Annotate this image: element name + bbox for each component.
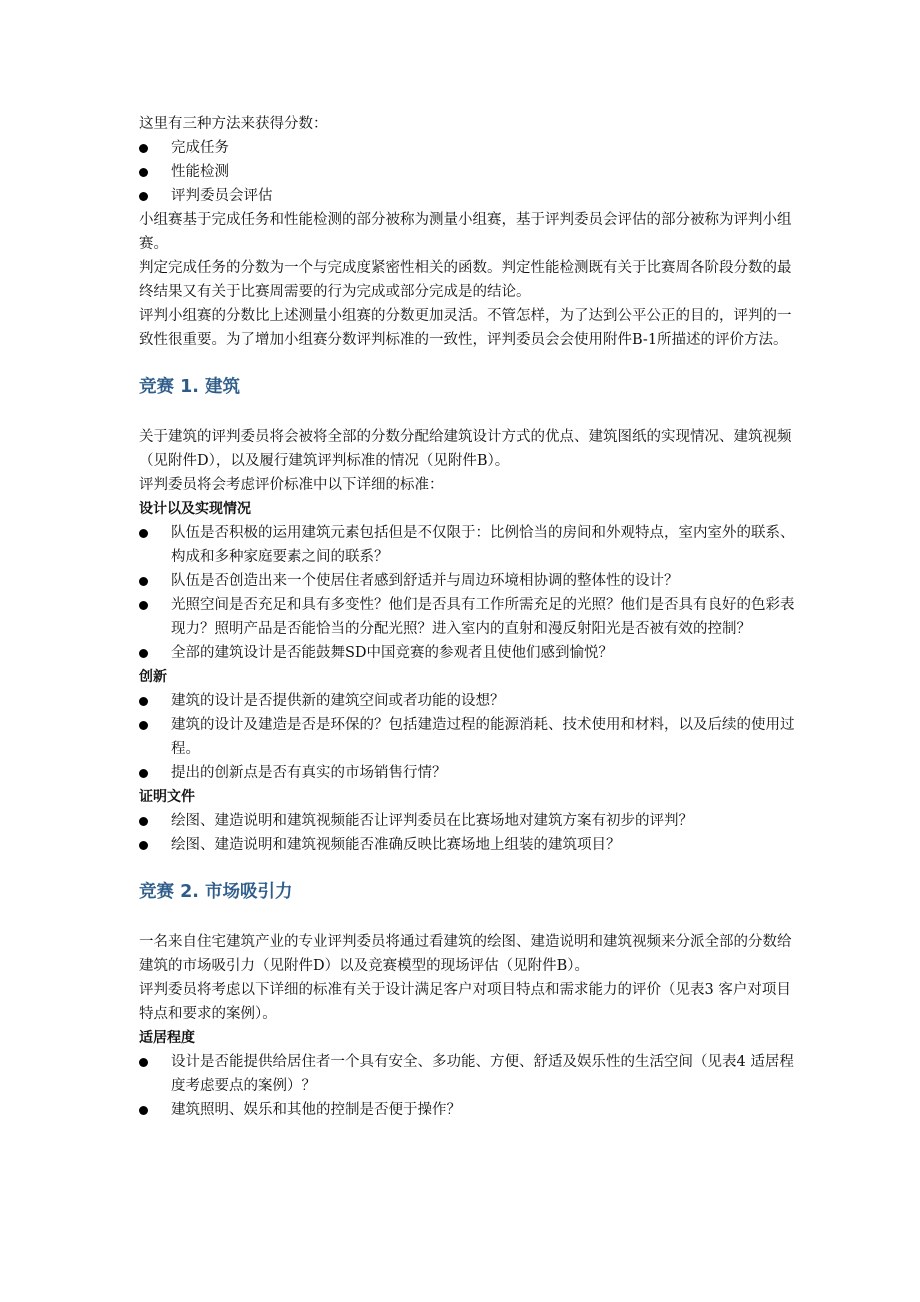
documentation-criteria-list <box>139 809 799 857</box>
bullet-icon <box>139 769 148 778</box>
contest1-heading: 竞赛 1. 建筑 <box>139 377 241 397</box>
contest1-paragraph: 评判委员将会考虑评价标准中以下详细的标准： <box>139 477 444 493</box>
list-item: 完成任务 <box>139 136 799 160</box>
section-heading-livability: 适居程度 <box>139 1030 195 1046</box>
innovation-criteria-list <box>139 689 799 785</box>
list-item: 绘图、建造说明和建筑视频能否准确反映比赛场地上组装的建筑项目？ <box>139 833 799 857</box>
intro-paragraph: 评判小组赛的分数比上述测量小组赛的分数更加灵活。不管怎样，为了达到公平公正的目的，评判的一致性很重要。为了增加小组赛分数评判标准的一致性，评判委员会会使用附件B-1所描述的评价方法。 <box>139 308 792 348</box>
bullet-icon <box>139 1058 148 1067</box>
list-item: 提出的创新点是否有真实的市场销售行情？ <box>139 761 799 785</box>
bullet-icon <box>139 1106 148 1115</box>
intro-paragraph: 小组赛基于完成任务和性能检测的部分被称为测量小组赛，基于评判委员会评估的部分被称为评判小组赛。 <box>139 212 792 252</box>
list-item: 建筑照明、娱乐和其他的控制是否便于操作？ <box>139 1098 799 1122</box>
list-item: 队伍是否积极的运用建筑元素包括但是不仅限于：比例恰当的房间和外观特点，室内室外的联系、构成和多种家庭要素之间的联系？ <box>139 521 799 569</box>
bullet-icon <box>139 817 148 826</box>
intro-lead: 这里有三种方法来获得分数： <box>139 116 328 132</box>
intro-paragraph: 判定完成任务的分数为一个与完成度紧密性相关的函数。判定性能检测既有关于比赛周各阶段分数的最终结果又有关于比赛周需要的行为完成或部分完成是的结论。 <box>139 260 792 300</box>
bullet-icon <box>139 697 148 706</box>
list-item: 设计是否能提供给居住者一个具有安全、多功能、方便、舒适及娱乐性的生活空间（见表4 适居程度考虑要点的案例）？ <box>139 1050 799 1098</box>
list-item: 绘图、建造说明和建筑视频能否让评判委员在比赛场地对建筑方案有初步的评判？ <box>139 809 799 833</box>
list-item: 队伍是否创造出来一个使居住者感到舒适并与周边环境相协调的整体性的设计？ <box>139 569 799 593</box>
section-heading-design: 设计以及实现情况 <box>139 501 251 517</box>
list-item: 光照空间是否充足和具有多变性？他们是否具有工作所需充足的光照？他们是否具有良好的色彩表现力？照明产品是否能恰当的分配光照？进入室内的直射和漫反射阳光是否被有效的控制？ <box>139 593 799 641</box>
design-criteria-list <box>139 521 799 665</box>
bullet-icon <box>139 649 148 658</box>
contest2-heading: 竞赛 2. 市场吸引力 <box>139 882 293 902</box>
document-page <box>139 112 799 1122</box>
list-item: 建筑的设计是否提供新的建筑空间或者功能的设想？ <box>139 689 799 713</box>
section-heading-innovation: 创新 <box>139 669 167 685</box>
bullet-icon <box>139 168 148 177</box>
contest1-paragraph: 关于建筑的评判委员将会被将全部的分数分配给建筑设计方式的优点、建筑图纸的实现情况、建筑视频（见附件D），以及履行建筑评判标准的情况（见附件B）。 <box>139 429 792 469</box>
bullet-icon <box>139 529 148 538</box>
bullet-icon <box>139 577 148 586</box>
scoring-methods-list <box>139 136 799 208</box>
list-item: 建筑的设计及建造是否是环保的？包括建造过程的能源消耗、技术使用和材料，以及后续的使用过程。 <box>139 713 799 761</box>
livability-criteria-list <box>139 1050 799 1122</box>
bullet-icon <box>139 144 148 153</box>
bullet-icon <box>139 841 148 850</box>
bullet-icon <box>139 601 148 610</box>
bullet-icon <box>139 721 148 730</box>
list-item: 全部的建筑设计是否能鼓舞SD中国竞赛的参观者且使他们感到愉悦？ <box>139 641 799 665</box>
list-item: 性能检测 <box>139 160 799 184</box>
bullet-icon <box>139 192 148 201</box>
list-item: 评判委员会评估 <box>139 184 799 208</box>
section-heading-documentation: 证明文件 <box>139 789 195 805</box>
contest2-paragraph: 一名来自住宅建筑产业的专业评判委员将通过看建筑的绘图、建造说明和建筑视频来分派全部的分数给建筑的市场吸引力（见附件D）以及竞赛模型的现场评估（见附件B）。 <box>139 934 792 974</box>
contest2-paragraph: 评判委员将考虑以下详细的标准有关于设计满足客户对项目特点和需求能力的评价（见表3 客户对项目特点和要求的案例）。 <box>139 982 791 1022</box>
